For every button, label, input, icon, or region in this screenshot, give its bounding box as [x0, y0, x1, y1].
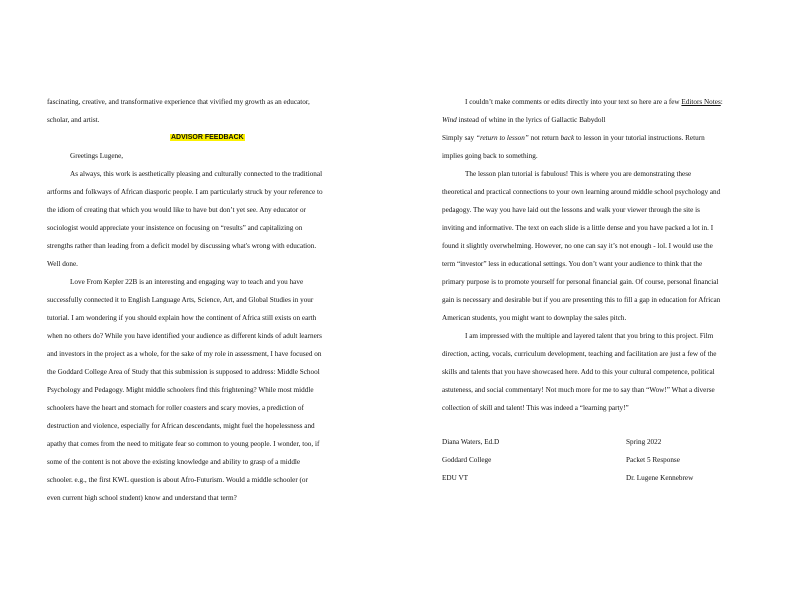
text-line: strengths rather than leading from a deficit model by discussing what's wrong with education. — [47, 242, 317, 250]
text-line: Love From Kepler 22B is an interesting and engaging way to teach and you have — [70, 278, 304, 286]
signature-term: Spring 2022 — [626, 438, 662, 446]
intro-colon: : — [720, 98, 723, 106]
text-line: inviting and informative. The text on each slide is a little dense and you have packed a lot in. I — [442, 224, 714, 232]
text-line: found it slightly overwhelming. However, no one can say it’s not enough - lol. I would use the — [442, 242, 713, 250]
text-line: schoolers have the heart and stomach for roller coasters and scary movies, a prediction of — [47, 404, 304, 412]
text-line: theoretical and practical connections to your own learning around middle school psychology and — [442, 188, 721, 196]
signature-recipient: Dr. Lugene Kennebrew — [626, 474, 694, 482]
text-line: even current high school student) know and understand that term? — [47, 494, 237, 502]
note-text: to lesson in your tutorial instructions. Return — [574, 134, 705, 142]
signature-name: Diana Waters, Ed.D — [442, 438, 500, 446]
text-line: The lesson plan tutorial is fabulous! This is where you are demonstrating these — [465, 170, 692, 178]
text-line: when no others do? While you have identified your audience as different kinds of adult learners — [47, 332, 322, 340]
text-line: Well done. — [47, 260, 78, 268]
note-text: not return — [528, 134, 561, 142]
text-line: astuteness, and social commentary! Not much more for me to say than “Wow!” What a diverse — [442, 386, 715, 394]
text-line: direction, acting, vocals, curriculum development, teaching and facilitation are just a few of the — [442, 350, 717, 358]
heading-highlight: ADVISOR FEEDBACK — [171, 134, 244, 141]
text-line: term “investor” less in educational settings. You don’t want your audience to think that the — [442, 260, 703, 268]
text-line: the Goddard College Area of Study that this submission is supposed to address: Middle School — [47, 368, 320, 376]
signature-institution: Goddard College — [442, 456, 492, 464]
text-line: implies going back to something. — [442, 152, 538, 160]
note-text: Simply say — [442, 134, 476, 142]
text-line: artforms and folkways of African diasporic people. I am particularly struck by your reference to — [47, 188, 323, 196]
text-line: gain is necessary and desirable but if you are presenting this to fill a gap in education for African — [442, 296, 721, 304]
text-line: fascinating, creative, and transformative experience that vivified my growth as an educator, — [47, 98, 310, 106]
text-line: the idiom of creating that which you would like to have but don’t yet see. Any educator or — [47, 206, 306, 214]
text-line: sociologist would appreciate your insistence on focusing on “results” and capitalizing on — [47, 224, 303, 232]
text-line: schooler. e.g., the first KWL question is about Afro-Futurism. Would a middle schooler (or — [47, 476, 308, 484]
text-line: destruction and violence, especially for African descendants, might fuel the hopelessness and — [47, 422, 315, 430]
editor-note-2 — [442, 133, 705, 143]
text-line: primary purpose is to promote yourself for personal financial gain. Of course, personal financial — [442, 278, 719, 286]
text-line: skills and talents that you have showcased here. Add to this your cultural competence, political — [442, 368, 715, 376]
intro-text: I couldn’t make comments or edits directly into your text so here are a few — [465, 98, 682, 106]
text-line: apathy that comes from the need to mitigate fear so common to young people. I wonder, too, if — [47, 440, 320, 448]
greeting: Greetings Lugene, — [70, 152, 124, 160]
text-line: successfully connected it to English Language Arts, Science, Art, and Global Studies in your — [47, 296, 314, 304]
advisor-feedback-heading — [170, 132, 245, 143]
right-page — [396, 0, 792, 612]
text-line: some of the content is not above the existing knowledge and ability to grasp of a middle — [47, 458, 301, 466]
note-italic: back — [560, 134, 575, 142]
text-line: Psychology and Pedagogy. Might middle schoolers find this frightening? While most middle — [47, 386, 314, 394]
editor-notes-intro — [442, 97, 723, 107]
note-text: instead of whine in the lyrics of Gallactic Babydoll — [456, 116, 606, 124]
signature-program: EDU VT — [442, 474, 469, 482]
text-line: scholar, and artist. — [47, 116, 100, 124]
signature-packet: Packet 5 Response — [626, 456, 680, 464]
text-line: As always, this work is aesthetically pleasing and culturally connected to the traditional — [70, 170, 323, 178]
note-italic: Wind — [442, 116, 457, 124]
text-line: collection of skill and talent! This was indeed a “learning party!” — [442, 404, 629, 412]
text-line: I am impressed with the multiple and layered talent that you bring to this project. Film — [465, 332, 714, 340]
note-italic: “return to lesson” — [475, 134, 529, 142]
editors-notes-link: Editors Notes — [681, 98, 721, 106]
text-line: tutorial. I am wondering if you should explain how the continent of Africa still exists on earth — [47, 314, 317, 322]
editor-note-1 — [442, 115, 605, 125]
text-line: pedagogy. The way you have laid out the lessons and walk your viewer through the site is — [442, 206, 700, 214]
text-line: and investors in the project as a whole, for the sake of my role in assessment, I have focused on — [47, 350, 322, 358]
text-line: American students, you might want to downplay the sales pitch. — [442, 314, 627, 322]
